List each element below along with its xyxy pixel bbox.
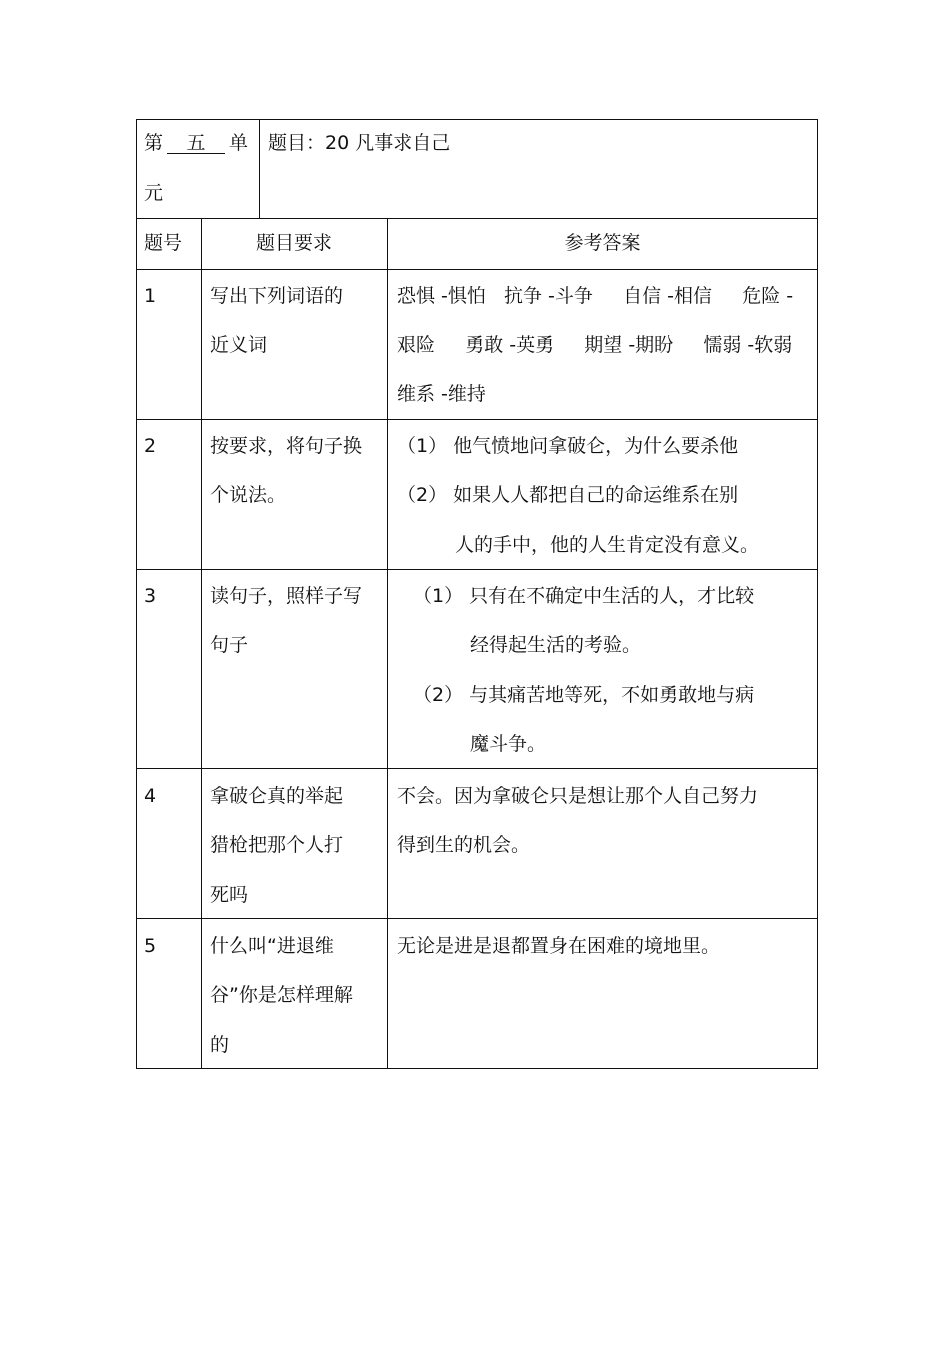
title-text: 20 凡事求自己 (325, 132, 451, 154)
column-divider-2 (387, 218, 388, 1069)
column-header-req: 题目要求 (255, 232, 332, 254)
row-requirement: 死吗 (210, 884, 249, 906)
unit-number: 五 (167, 133, 225, 154)
column-header-ans: 参考答案 (564, 232, 641, 254)
row-answer: 恐惧 -惧怕 抗争 -斗争 自信 -相信 危险 - (397, 285, 794, 307)
row-answer: 无论是进是退都置身在困难的境地里。 (397, 935, 721, 957)
row-requirement: 写出下列词语的 (210, 285, 344, 307)
row-requirement: 按要求，将句子换 (210, 435, 363, 457)
title-label: 题目： (268, 132, 326, 154)
row-requirement: 什么叫“进退维 (210, 935, 334, 957)
unit-label (144, 118, 248, 168)
column-divider-1 (201, 218, 202, 1069)
row-requirement: 拿破仑真的举起 (210, 785, 344, 807)
row-answer: （1） 他气愤地问拿破仑，为什么要杀他 (397, 435, 739, 457)
page-title (268, 118, 450, 168)
row-requirement: 读句子，照样子写 (210, 585, 363, 607)
row-number: 1 (144, 285, 157, 307)
row-requirement: 近义词 (210, 334, 268, 356)
row-number: 2 (144, 435, 157, 457)
row-answer: 人的手中，他的人生肯定没有意义。 (455, 534, 760, 556)
row-number: 5 (144, 935, 157, 957)
row-number: 3 (144, 585, 157, 607)
row-requirement: 个说法。 (210, 484, 287, 506)
unit-label-line2: 元 (144, 182, 164, 204)
row-requirement: 谷”你是怎样理解 (210, 984, 353, 1006)
row-number: 4 (144, 785, 157, 807)
row-answer: 经得起生活的考验。 (470, 634, 642, 656)
row-answer: （2） 如果人人都把自己的命运维系在别 (397, 484, 739, 506)
row-requirement: 的 (210, 1034, 230, 1056)
row-line (136, 419, 818, 420)
row-requirement: 猎枪把那个人打 (210, 834, 344, 856)
row-requirement: 句子 (210, 634, 249, 656)
unit-prefix: 第 (144, 132, 164, 154)
unit-suffix: 单 (229, 132, 249, 154)
row-answer: 艰险 勇敢 -英勇 期望 -期盼 懦弱 -软弱 (397, 334, 793, 356)
row-answer: （2） 与其痛苦地等死，不如勇敢地与病 (413, 684, 755, 706)
header-divider (259, 119, 260, 219)
row-answer: 不会。因为拿破仑只是想让那个人自己努力 (397, 785, 759, 807)
column-header-num: 题号 (144, 232, 183, 254)
row-answer: 魔斗争。 (470, 733, 547, 755)
row-line (136, 269, 818, 270)
row-answer: 得到生的机会。 (397, 834, 531, 856)
row-answer: （1） 只有在不确定中生活的人，才比较 (413, 585, 755, 607)
row-answer: 维系 -维持 (397, 383, 486, 405)
